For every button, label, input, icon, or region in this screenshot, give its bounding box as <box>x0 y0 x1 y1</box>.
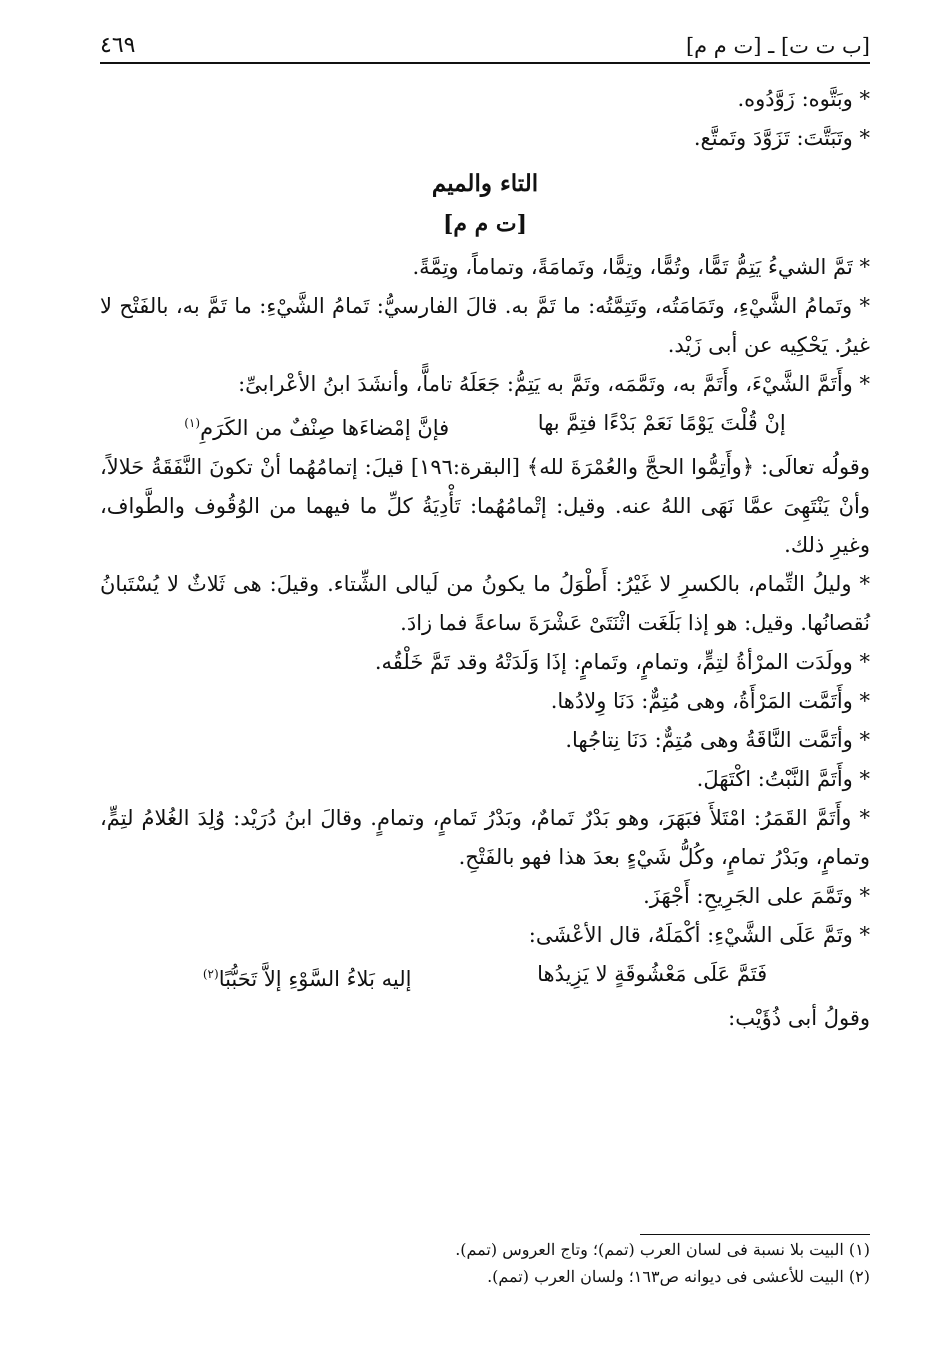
verse-left-text: فإنَّ إمْضاءَها صِنْفٌ من الكَرَمِ <box>200 416 450 440</box>
entry-paragraph: * وليلُ التِّمام، بالكسرِ لا غَيْرُ: أَطْوَلُ ما يكونُ من لَيالى الشِّتاء. وقيلَ: هى ثَلاثٌ لا يُسْتَبانُ نُقصانُها. وقيل: هو إذا بَلَغَت اثْنَتَىْ عَشْرَةَ ساعةً فما زادَ. <box>100 572 870 635</box>
verse-hemistich-right: فَتَمَّ عَلَى مَعْشُوقَةٍ لا يَزِيدُها <box>537 962 768 986</box>
root-range: [ب ت ت] ـ [ت م م] <box>685 34 870 58</box>
footnotes <box>100 1236 870 1290</box>
verse-line <box>100 955 870 999</box>
entry-paragraph: * وأَتَمَّ الشَّيْءَ، وأَتَمَّ به، وتَمَّمَه، وتَمَّ به يَتِمُّ: جَعَلَهُ تاماًّ، وأنشَدَ ابنُ الأعْرابىِّ: <box>238 372 870 396</box>
footnote: (٢) البيت للأعشى فى ديوانه ص١٦٣؛ ولسان العرب (تمم). <box>487 1267 870 1286</box>
entry-line: * وتَبَتَّتَ: تَزَوَّدَ وتَمتَّع. <box>693 126 870 150</box>
entry-paragraph: * وتَمامُ الشَّيْءِ، وتَمَامَتُه، وتَتِمَّتُه: ما تَمَّ به. قالَ الفارسيُّ: تَمامُ الشَّيْءِ: ما تَمَّ به، بالفَتْح لا غيرُ. يَحْكِيه عن أبى زَيْد. <box>100 294 870 357</box>
verse-hemistich-left <box>203 955 412 999</box>
section-heading: التاء والميم <box>431 170 539 197</box>
entry-paragraph: * وولَدَت المرْأةُ لتِمٍّ، وتمامٍ، وتَمامٍ: إذَا وَلَدَتْهُ وقد تَمَّ خَلْقُه. <box>374 650 870 674</box>
entry-paragraph: * وأتَمَّت النَّاقَةُ وهى مُتِمٌّ: دَنَا نِتاجُها. <box>565 728 870 752</box>
page-body <box>100 80 870 1038</box>
page-number: ٤٦٩ <box>100 33 136 58</box>
verse-hemistich-right: إنْ قُلْتَ يَوْمًا نَعَمْ بَدْءًا فتِمَّ بها <box>537 411 786 435</box>
entry-paragraph: * وتَمَّ عَلَى الشَّيْءِ: أكْمَلَهُ، قال الأعْشَى: <box>528 923 870 947</box>
closing-line: وقولُ أبى ذُؤَيْب: <box>728 1006 870 1030</box>
entry-paragraph: وقولُه تعالَى: ﴿وأَتِمُّوا الحجَّ والعُمْرَةَ لله﴾ [البقرة:١٩٦] قيلَ: إتمامُهُما أنْ تكونَ النَّفَقَةُ حَلالاً، وأنْ يَنْتَهِىَ عمَّا نَهَى اللهُ عنه. وقيل: إتْمامُهُما: تَأْدِيَةُ كلِّ ما فيهما من الوُقُوف والطَّواف، وغيرِ ذلك. <box>100 455 870 557</box>
verse-line <box>100 404 870 448</box>
root-heading: [ت م م] <box>442 211 528 237</box>
entry-paragraph: * وأَتَمَّ النَّبْتُ: اكْتَهَلَ. <box>696 767 870 791</box>
entry-paragraph: * تَمَّ الشيءُ يَتِمُّ تَمًّا، وتُمًّا، وتِمًّا، وتَمامَةً، وتماماً، وتِمَّةً. <box>412 255 870 279</box>
verse-left-text: إليه بَلاءُ السَّوْءِ إلاَّ تَحَبُّبًا <box>218 967 412 991</box>
footnote-divider <box>640 1234 870 1235</box>
verse-hemistich-left <box>184 404 449 448</box>
page-header <box>100 28 870 64</box>
footnote-marker: (١) <box>184 416 201 430</box>
footnote-marker: (٢) <box>202 967 219 981</box>
entry-line: * وبَتَّوه: زَوَّدُوه. <box>737 87 870 111</box>
entry-paragraph: * وأَتَمَّ القَمَرُ: امْتَلأَ فبَهَرَ، وهو بَدْرٌ تَمامٌ، وبَدْرُ تَمامٍ، وتمامٍ. وقالَ ابنُ دُرَيْد: وُلِدَ الغُلامُ لتِمٍّ، وتمامٍ، وبَدْرُ تمامٍ، وكُلُّ شَيْءٍ بعدَ هذا فهو بالفَتْحِ. <box>100 806 870 869</box>
entry-paragraph: * وأَتَمَّت المَرْأَةُ، وهى مُتِمٌّ: دَنَا وِلادُها. <box>550 689 870 713</box>
footnote: (١) البيت بلا نسبة فى لسان العرب (تمم)؛ وتاج العروس (تمم). <box>455 1240 870 1259</box>
entry-paragraph: * وتَمَّمَ على الجَرِيحِ: أَجْهَزَ. <box>643 884 870 908</box>
